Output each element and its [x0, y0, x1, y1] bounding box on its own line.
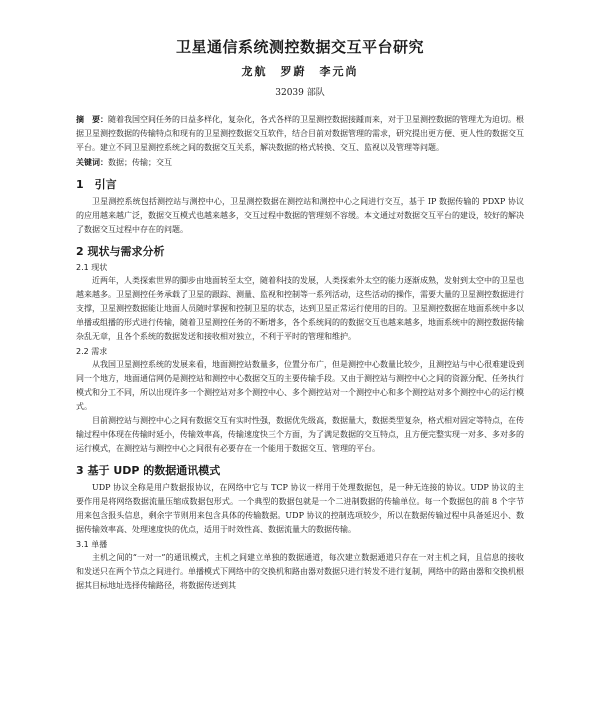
keywords-label: 关键词：	[76, 157, 108, 167]
section-heading-intro: 1 引言	[76, 178, 117, 191]
paragraph: UDP 协议全称是用户数据报协议，在网络中它与 TCP 协议一样用于处理数据包，是一种无连接的协议。UDP 协议的主要作用是将网络数据流量压缩成数据包形式。一个典型的数据包就是一个二进制数据的传输单位。每一个数据包的前 8 个字节用来包含报头信息，剩余字节则用来包含具体的传输数据。UDP 协议的控制选项较少，所以在数据传输过程中具备延迟小、数据传输效率高、处理速度快的优点，适用于时效性高、数据流量大的数据传输。	[76, 483, 524, 534]
paragraph: 主机之间的“一对一”的通讯模式，主机之间建立单独的数据通道，每次建立数据通道只存在一对主机之间，且信息的接收和发送只在两个节点之间进行。单播模式下网络中的交换机和路由器对数据只进行转发不进行复制，网络中的路由器和交换机根据其目标地址选择传输路径，将数据传送到其	[76, 553, 524, 590]
abstract	[76, 112, 524, 155]
subsection-heading-requirements: 2.2 需求	[76, 347, 108, 356]
paragraph: 近两年，人类探索世界的脚步由地面转至太空，随着科技的发展，人类探索外太空的能力逐渐成熟，发射到太空中的卫星也越来越多。卫星测控任务承载了卫星的跟踪、测量、监视和控制等一系列活动，这些活动的操作，需要大量的卫星测控数据进行支撑，卫星测控数据能让地面人员随时掌握和控制卫星的状态，达到卫星正常运行使用的目的。卫星测控数据在地面系统中多以单播或组播的形式进行传输，随着卫星测控任务的不断增多，各个系统间的的数据交互也越来越多，地面系统中的测控数据传输杂乱无章，且各个系统的数据发送和接收相对独立，不利于平时的管理和维护。	[76, 276, 524, 341]
section-heading-status: 2 现状与需求分析	[76, 245, 165, 258]
subsection-heading-unicast: 3.1 单播	[76, 540, 108, 549]
paragraph: 目前测控站与测控中心之间有数据交互有实时性强，数据优先级高，数据量大，数据类型复杂，格式相对固定等特点，在传输过程中体现在传输时延小，传输效率高，传输速度快三个方面，为了满足数据的交互特点，且方便完整实现一对多、多对多的运行模式，在测控站与测控中心之间很有必要存在一个能用于数据交互、管理的平台。	[76, 416, 524, 453]
subsection-heading-status: 2.1 现状	[76, 263, 108, 272]
keywords-text: 数据；传输；交互	[108, 158, 172, 167]
paper-affiliation: 32039 部队	[275, 88, 325, 98]
section-heading-udp: 3 基于 UDP 的数据通讯模式	[76, 464, 221, 477]
paper-title: 卫星通信系统测控数据交互平台研究	[175, 38, 424, 56]
abstract-text: 随着我国空间任务的日益多样化，复杂化，各式各样的卫星测控数据接踵而来，对于卫星测控数据的管理尤为迫切。根据卫星测控数据的传输特点和现有的卫星测控数据交互软件，结合目前对数据管理的需求，研究提出更方便、更人性的数据交互平台。建立不同卫星测控系统之间的数据交互关系，解决数据的格式转换、交互、监视以及管理等问题。	[76, 115, 524, 152]
paragraph: 从我国卫星测控系统的发展来看，地面测控站数量多，位置分布广，但是测控中心数量比较少，且测控站与中心很难建设到同一个地方，地面通信网仍是测控站和测控中心数据交互的主要传输手段。又由于测控站与测控中心之间的资源分配、任务执行模式和分工不同，所以出现许多一个测控站对多个测控中心、多个测控站对一个测控中心和多个测控站对多个测控中心的运行模式。	[76, 360, 524, 411]
paper-authors: 龙航 罗蔚 李元尚	[241, 65, 359, 78]
abstract-label: 摘 要：	[76, 114, 108, 124]
keywords	[76, 155, 524, 170]
paragraph: 卫星测控系统包括测控站与测控中心，卫星测控数据在测控站和测控中心之间进行交互，基于 IP 数据传输的 PDXP 协议的应用越来越广泛，数据交互模式也越来越多，交互过程中数据的管理刻不容缓。本文通过对数据交互平台的建设，较好的解决了数据交互过程中存在的问题。	[76, 197, 524, 234]
